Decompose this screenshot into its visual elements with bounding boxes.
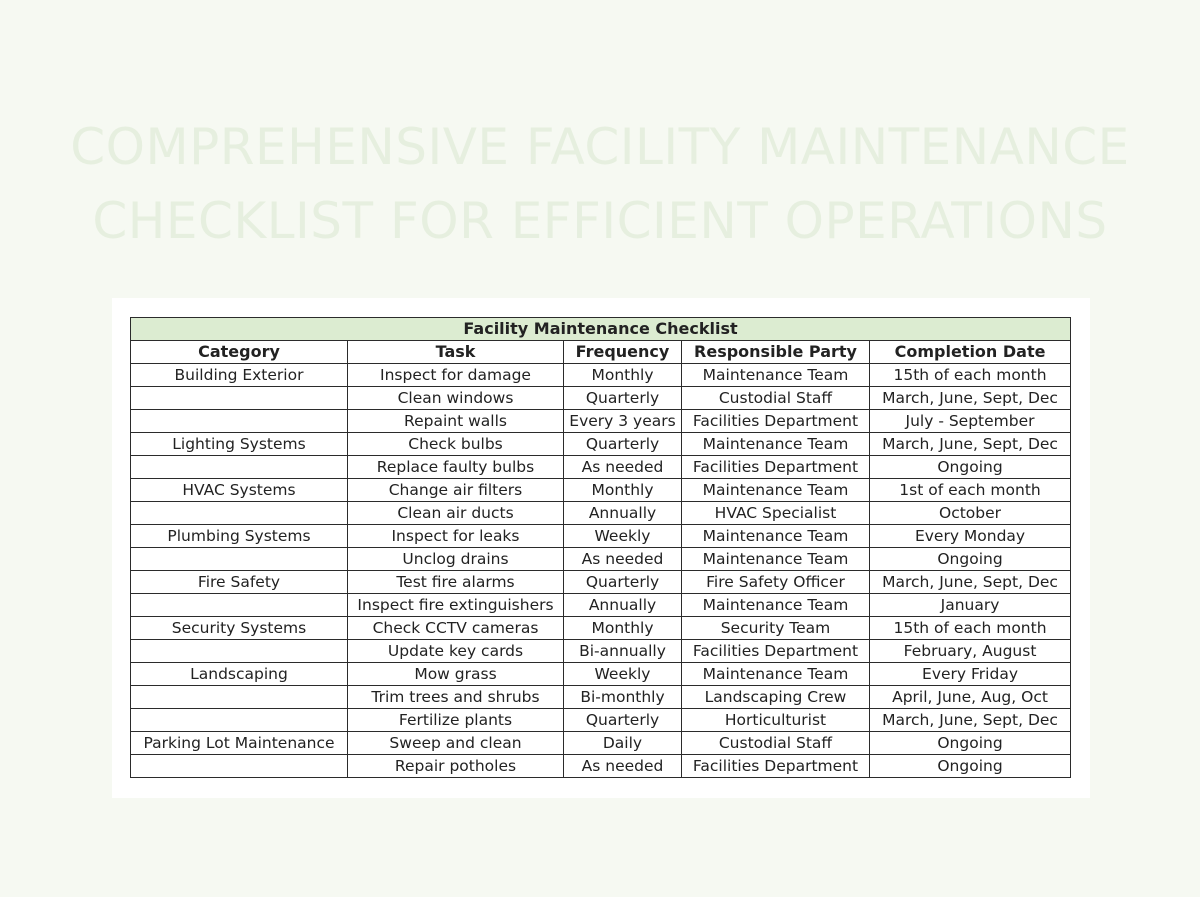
completion-date-cell: January: [870, 594, 1071, 617]
completion-date-cell: July - September: [870, 410, 1071, 433]
completion-date-cell: 15th of each month: [870, 617, 1071, 640]
responsible-party-cell: Maintenance Team: [682, 663, 870, 686]
table-row: [131, 755, 1071, 778]
table-body: [131, 364, 1071, 778]
responsible-party-cell: Facilities Department: [682, 755, 870, 778]
table-row: [131, 594, 1071, 617]
responsible-party-cell: HVAC Specialist: [682, 502, 870, 525]
table-row: [131, 732, 1071, 755]
completion-date-cell: 1st of each month: [870, 479, 1071, 502]
responsible-party-cell: Facilities Department: [682, 456, 870, 479]
task-cell: Inspect for leaks: [348, 525, 564, 548]
table-row: [131, 479, 1071, 502]
responsible-party-cell: Maintenance Team: [682, 479, 870, 502]
completion-date-cell: Every Monday: [870, 525, 1071, 548]
table-row: [131, 502, 1071, 525]
category-cell: Lighting Systems: [131, 433, 348, 456]
task-cell: Update key cards: [348, 640, 564, 663]
responsible-party-cell: Horticulturist: [682, 709, 870, 732]
frequency-cell: Quarterly: [564, 571, 682, 594]
category-cell: Building Exterior: [131, 364, 348, 387]
task-cell: Unclog drains: [348, 548, 564, 571]
responsible-party-cell: Custodial Staff: [682, 387, 870, 410]
column-header-category: Category: [131, 341, 348, 364]
column-header-task: Task: [348, 341, 564, 364]
category-cell: [131, 387, 348, 410]
table-header-row: [131, 341, 1071, 364]
responsible-party-cell: Fire Safety Officer: [682, 571, 870, 594]
completion-date-cell: March, June, Sept, Dec: [870, 571, 1071, 594]
category-cell: [131, 755, 348, 778]
frequency-cell: As needed: [564, 548, 682, 571]
frequency-cell: As needed: [564, 755, 682, 778]
frequency-cell: Monthly: [564, 479, 682, 502]
category-cell: HVAC Systems: [131, 479, 348, 502]
task-cell: Clean air ducts: [348, 502, 564, 525]
frequency-cell: Annually: [564, 594, 682, 617]
task-cell: Replace faulty bulbs: [348, 456, 564, 479]
category-cell: [131, 410, 348, 433]
completion-date-cell: March, June, Sept, Dec: [870, 433, 1071, 456]
table-row: [131, 456, 1071, 479]
completion-date-cell: October: [870, 502, 1071, 525]
column-header-frequency: Frequency: [564, 341, 682, 364]
task-cell: Change air filters: [348, 479, 564, 502]
frequency-cell: Quarterly: [564, 433, 682, 456]
task-cell: Trim trees and shrubs: [348, 686, 564, 709]
maintenance-checklist-table: [130, 317, 1071, 778]
responsible-party-cell: Facilities Department: [682, 640, 870, 663]
table-row: [131, 387, 1071, 410]
table-row: [131, 686, 1071, 709]
table-row: [131, 410, 1071, 433]
page-title-line-2: CHECKLIST FOR EFFICIENT OPERATIONS: [92, 192, 1108, 250]
table-caption-row: [131, 318, 1071, 341]
frequency-cell: Daily: [564, 732, 682, 755]
category-cell: [131, 548, 348, 571]
frequency-cell: Bi-annually: [564, 640, 682, 663]
category-cell: [131, 709, 348, 732]
frequency-cell: Every 3 years: [564, 410, 682, 433]
completion-date-cell: Every Friday: [870, 663, 1071, 686]
page-title-line-1: COMPREHENSIVE FACILITY MAINTENANCE: [70, 118, 1130, 176]
task-cell: Inspect for damage: [348, 364, 564, 387]
table-row: [131, 709, 1071, 732]
table-row: [131, 525, 1071, 548]
table-row: [131, 640, 1071, 663]
category-cell: Parking Lot Maintenance: [131, 732, 348, 755]
frequency-cell: Monthly: [564, 617, 682, 640]
table-row: [131, 364, 1071, 387]
category-cell: [131, 502, 348, 525]
category-cell: Fire Safety: [131, 571, 348, 594]
category-cell: Security Systems: [131, 617, 348, 640]
responsible-party-cell: Maintenance Team: [682, 525, 870, 548]
completion-date-cell: March, June, Sept, Dec: [870, 387, 1071, 410]
category-cell: Landscaping: [131, 663, 348, 686]
responsible-party-cell: Maintenance Team: [682, 594, 870, 617]
task-cell: Check bulbs: [348, 433, 564, 456]
frequency-cell: Weekly: [564, 663, 682, 686]
table-row: [131, 617, 1071, 640]
responsible-party-cell: Security Team: [682, 617, 870, 640]
completion-date-cell: March, June, Sept, Dec: [870, 709, 1071, 732]
task-cell: Repair potholes: [348, 755, 564, 778]
frequency-cell: Quarterly: [564, 709, 682, 732]
category-cell: [131, 456, 348, 479]
completion-date-cell: 15th of each month: [870, 364, 1071, 387]
table-caption: Facility Maintenance Checklist: [131, 318, 1071, 341]
task-cell: Inspect fire extinguishers: [348, 594, 564, 617]
task-cell: Fertilize plants: [348, 709, 564, 732]
task-cell: Sweep and clean: [348, 732, 564, 755]
task-cell: Repaint walls: [348, 410, 564, 433]
frequency-cell: Weekly: [564, 525, 682, 548]
completion-date-cell: Ongoing: [870, 755, 1071, 778]
task-cell: Clean windows: [348, 387, 564, 410]
responsible-party-cell: Landscaping Crew: [682, 686, 870, 709]
category-cell: Plumbing Systems: [131, 525, 348, 548]
completion-date-cell: Ongoing: [870, 548, 1071, 571]
frequency-cell: Quarterly: [564, 387, 682, 410]
frequency-cell: Bi-monthly: [564, 686, 682, 709]
completion-date-cell: Ongoing: [870, 456, 1071, 479]
task-cell: Check CCTV cameras: [348, 617, 564, 640]
responsible-party-cell: Facilities Department: [682, 410, 870, 433]
frequency-cell: Annually: [564, 502, 682, 525]
responsible-party-cell: Maintenance Team: [682, 548, 870, 571]
table-row: [131, 548, 1071, 571]
column-header-completion-date: Completion Date: [870, 341, 1071, 364]
completion-date-cell: Ongoing: [870, 732, 1071, 755]
category-cell: [131, 594, 348, 617]
table-row: [131, 433, 1071, 456]
completion-date-cell: April, June, Aug, Oct: [870, 686, 1071, 709]
responsible-party-cell: Maintenance Team: [682, 364, 870, 387]
category-cell: [131, 640, 348, 663]
table-row: [131, 571, 1071, 594]
completion-date-cell: February, August: [870, 640, 1071, 663]
task-cell: Test fire alarms: [348, 571, 564, 594]
task-cell: Mow grass: [348, 663, 564, 686]
responsible-party-cell: Maintenance Team: [682, 433, 870, 456]
responsible-party-cell: Custodial Staff: [682, 732, 870, 755]
frequency-cell: As needed: [564, 456, 682, 479]
page-title: [0, 110, 1200, 258]
frequency-cell: Monthly: [564, 364, 682, 387]
category-cell: [131, 686, 348, 709]
column-header-responsible-party: Responsible Party: [682, 341, 870, 364]
table-row: [131, 663, 1071, 686]
